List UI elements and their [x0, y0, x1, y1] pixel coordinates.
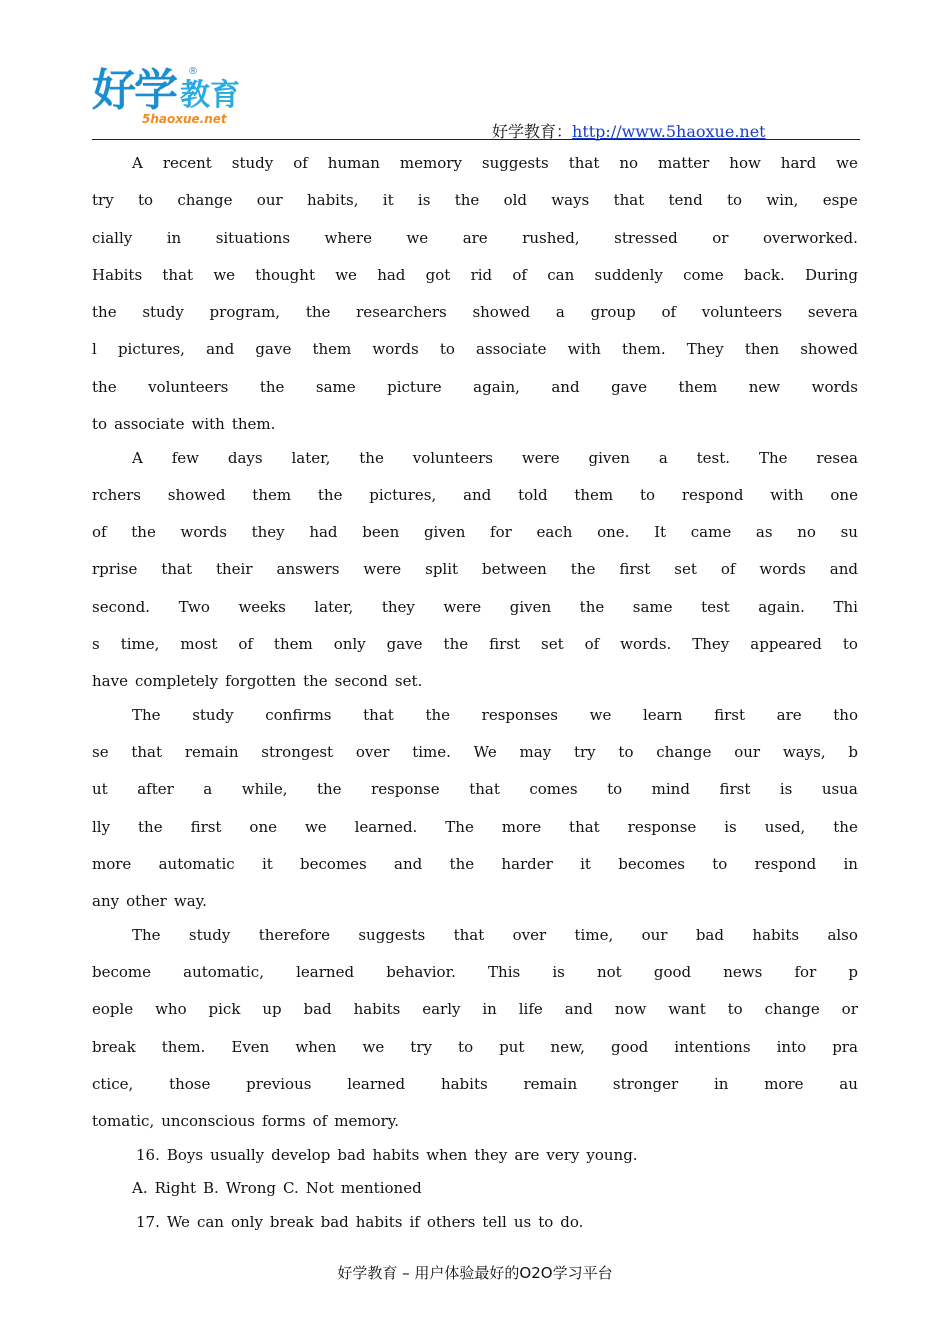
text-line: eople who pick up bad habits early in life and now want to change or — [92, 1000, 858, 1019]
logo — [92, 66, 292, 136]
page-footer: 好学教育 – 用户体验最好的O2O学习平台 — [337, 1264, 613, 1282]
text-line: any other way. — [92, 892, 207, 911]
text-line: the volunteers the same picture again, and gave them new words — [92, 377, 858, 396]
text-line: of the words they had been given for each one. It came as no su — [92, 523, 858, 542]
question-line: 16. Boys usually develop bad habits when they are very young. — [136, 1145, 638, 1164]
text-line: A. Right B. Wrong C. Not mentioned — [132, 1179, 422, 1198]
text-line: the study program, the researchers showed a group of volunteers severa — [92, 303, 858, 322]
logo-registered-mark: ® — [188, 66, 198, 77]
text-line: second. Two weeks later, they were given the same test again. Thi — [92, 597, 858, 616]
text-line: s time, most of them only gave the first set of words. They appeared to — [92, 635, 858, 654]
text-line: become automatic, learned behavior. This is not good news for p — [92, 963, 858, 982]
logo-cn-edu: 教育 — [180, 78, 240, 113]
text-line: rchers showed them the pictures, and told them to respond with one — [92, 485, 858, 504]
header-divider — [92, 139, 860, 140]
logo-english: 5haoxue.net — [142, 112, 227, 126]
text-line: se that remain strongest over time. We may try to change our ways, b — [92, 743, 858, 762]
text-line: break them. Even when we try to put new, good intentions into pra — [92, 1037, 858, 1056]
text-line: A recent study of human memory suggests that no matter how hard we — [132, 154, 858, 172]
text-line: The study therefore suggests that over time, our bad habits also — [132, 925, 858, 944]
text-line: to associate with them. — [92, 415, 276, 434]
text-line: tomatic, unconscious forms of memory. — [92, 1112, 399, 1131]
document-body — [92, 150, 858, 1242]
text-line: ut after a while, the response that comes to mind first is usua — [92, 780, 858, 799]
text-line: rprise that their answers were split between the first set of words and — [92, 560, 858, 579]
text-line: more automatic it becomes and the harder it becomes to respond in — [92, 855, 858, 874]
text-line: try to change our habits, it is the old ways that tend to win, espe — [92, 191, 858, 210]
text-line: The study confirms that the responses we learn first are tho — [132, 705, 858, 724]
question-line: 17. We can only break bad habits if others tell us to do. — [136, 1212, 584, 1231]
text-line: l pictures, and gave them words to associate with them. They then showed — [92, 340, 858, 359]
header-site-link[interactable]: http://www.5haoxue.net — [572, 122, 766, 141]
text-line: Habits that we thought we had got rid of can suddenly come back. During — [92, 265, 858, 284]
text-line: cially in situations where we are rushed, stressed or overworked. — [92, 228, 858, 247]
logo-cn-main: 好学 — [92, 65, 176, 116]
text-line: ctice, those previous learned habits remain stronger in more au — [92, 1075, 858, 1094]
text-line: lly the first one we learned. The more that response is used, the — [92, 817, 858, 836]
text-line: have completely forgotten the second set. — [92, 672, 423, 691]
header-site-label: 好学教育： — [492, 122, 573, 141]
text-line: A few days later, the volunteers were given a test. The resea — [132, 448, 858, 467]
